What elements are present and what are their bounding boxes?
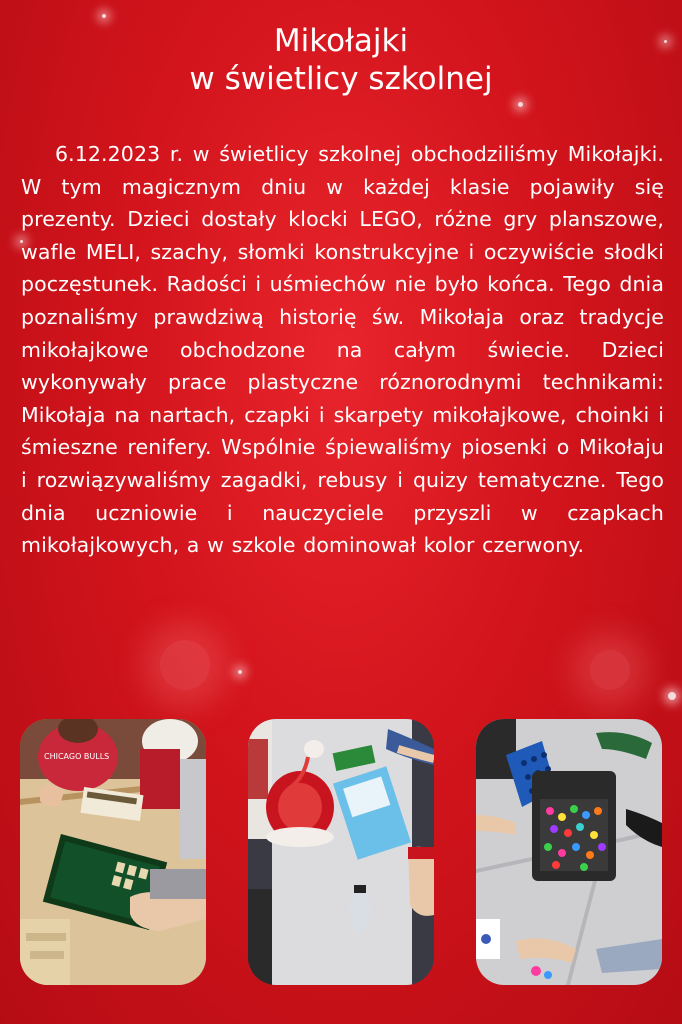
page-title xyxy=(0,22,682,98)
photo-board-game-image xyxy=(20,719,206,985)
bokeh-light xyxy=(102,14,106,18)
bokeh-light xyxy=(518,102,523,107)
photo-construction-blocks-image xyxy=(476,719,662,985)
photo-craft-table-image xyxy=(248,719,434,985)
bokeh-glow xyxy=(590,650,630,690)
bokeh-light xyxy=(238,670,242,674)
article-body xyxy=(21,138,664,562)
photo-construction-blocks xyxy=(476,719,662,985)
bokeh-light xyxy=(668,692,676,700)
article-paragraph: 6.12.2023 r. w świetlicy szkolnej obchodziliśmy Mikołajki. W tym magicznym dniu w każdej klasie pojawiły się prezenty. Dzieci dostały klocki LEGO, różne gry planszowe, wafle MELI, szachy, słomki konstrukcyjne i oczywiście słodki poczęstunek. Radości i uśmiechów nie było końca. Tego dnia poznaliśmy prawdziwą historię św. Mikołaja oraz tradycje mikołajkowe obchodzone na całym świecie. Dzieci wykonywały prace plastyczne róznorodnymi technikami: Mikołaja na nartach, czapki i skarpety mikołajkowe, choinki i śmieszne renifery. Wspólnie śpiewaliśmy piosenki o Mikołaju i rozwiązywaliśmy zagadki, rebusy i quizy tematyczne. Tego dnia uczniowie i nauczyciele przyszli w czapkach mikołajkowych, a w szkole dominował kolor czerwony. xyxy=(21,142,664,558)
photo-board-game xyxy=(20,719,206,985)
photo-craft-table xyxy=(248,719,434,985)
shirt-text: CHICAGO BULLS xyxy=(44,752,110,761)
bokeh-glow xyxy=(160,640,210,690)
title-line-2: w świetlicy szkolnej xyxy=(189,61,493,97)
title-line-1: Mikołajki xyxy=(273,23,409,59)
